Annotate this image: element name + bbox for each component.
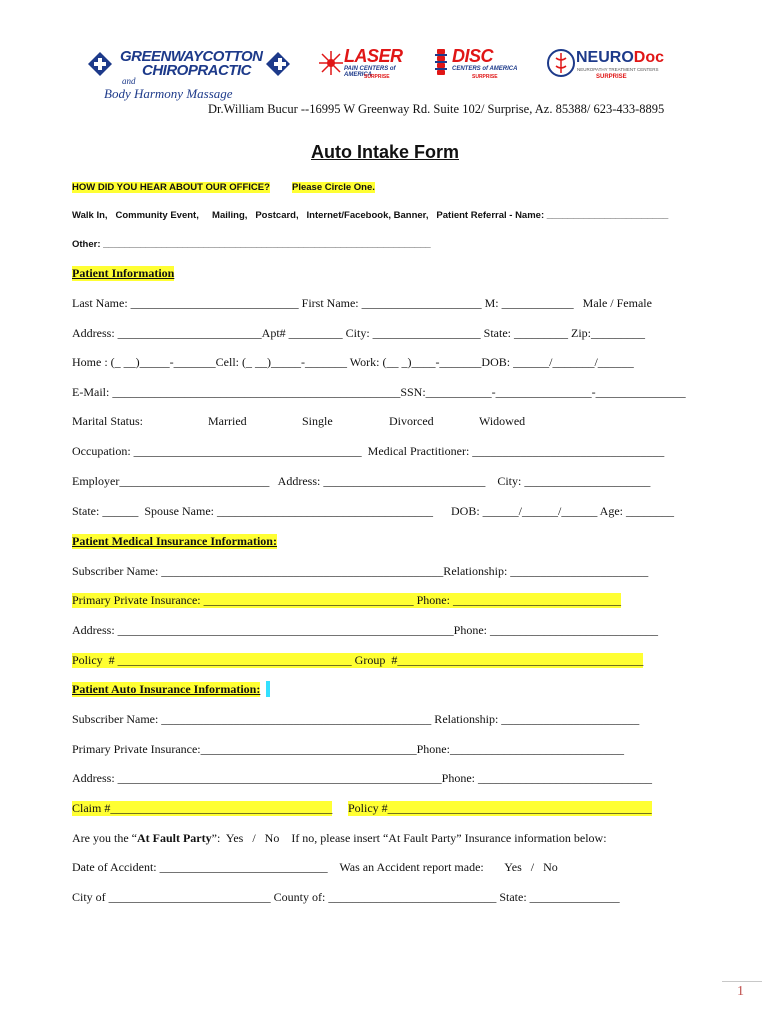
- greenway-logo: [86, 46, 298, 108]
- greenway-name-line2: CHIROPRACTIC: [142, 62, 251, 79]
- marital-status-label: Marital Status:: [72, 414, 143, 428]
- med-policy-group-row[interactable]: Policy # _______________________________________ Group #_________________________________________: [72, 653, 644, 667]
- disc-logo: [434, 46, 524, 86]
- footer-rule: [722, 981, 762, 982]
- greenway-script: Body Harmony Massage: [104, 86, 233, 101]
- text-cursor: [266, 681, 270, 697]
- greenway-name-line1: GREENWAYCOTTON: [120, 48, 263, 65]
- hear-about-other-field[interactable]: Other: ______________________________________________________________: [72, 239, 431, 250]
- neurodoc-name: [576, 49, 664, 67]
- med-subscriber-row[interactable]: Subscriber Name: _______________________________________________Relationship: _______________________: [72, 564, 649, 578]
- at-fault-question[interactable]: Are you the “At Fault Party”: Yes / No If no, please insert “At Fault Party” Insurance information below:: [72, 831, 607, 845]
- auto-primary-insurance-row[interactable]: Primary Private Insurance:____________________________________Phone:_____________________________: [72, 742, 624, 756]
- form-title: Auto Intake Form: [310, 142, 459, 162]
- hear-about-question: HOW DID YOU HEAR ABOUT OUR OFFICE?: [72, 182, 270, 193]
- at-fault-party-bold: At Fault Party: [136, 831, 212, 845]
- laser-burst-icon: [318, 50, 344, 76]
- hear-about-instruction: Please Circle One.: [292, 182, 375, 193]
- disc-location: SURPRISE: [472, 74, 498, 80]
- neuro-circle-icon: [546, 48, 576, 78]
- accident-location-row[interactable]: City of ___________________________ County of: ____________________________ State: _______________: [72, 890, 620, 904]
- laser-logo: [318, 46, 418, 86]
- phone-dob-row[interactable]: Home : (_ __)_____-_______Cell: (_ __)_____-_______ Work: (__ _)____-_______DOB: ______/_______/______: [72, 355, 634, 369]
- auto-insurance-heading: Patient Auto Insurance Information:: [72, 682, 261, 696]
- name-row[interactable]: Last Name: ____________________________ First Name: ____________________ M: ____________ Male / Female: [72, 296, 652, 310]
- address-row[interactable]: Address: ________________________Apt# _________ City: __________________ State: _________ Zip:_________: [72, 326, 645, 340]
- laser-name: LASER: [344, 46, 403, 66]
- med-primary-insurance-row[interactable]: Primary Private Insurance: ___________________________________ Phone: ____________________________: [72, 593, 621, 607]
- email-ssn-row[interactable]: E-Mail: ________________________________________________SSN:___________-________________-_______________: [72, 385, 686, 399]
- disc-tagline: CENTERS of AMERICA: [452, 66, 518, 72]
- disc-name: DISC: [452, 46, 494, 66]
- patient-info-heading: Patient Information: [72, 266, 175, 280]
- neurodoc-name-a: NEURO: [576, 49, 634, 66]
- occupation-row[interactable]: Occupation: ______________________________________ Medical Practitioner: ________________________________: [72, 444, 665, 458]
- marital-option-married[interactable]: Married: [208, 414, 247, 428]
- laser-location: SURPRISE: [364, 74, 390, 80]
- doctor-address-line: Dr.William Bucur --16995 W Greenway Rd. Suite 102/ Surprise, Az. 85388/ 623-433-8895: [208, 102, 665, 116]
- neurodoc-tagline: NEUROPATHY TREATMENT CENTERS: [577, 67, 659, 72]
- hear-about-options[interactable]: Walk In, Community Event, Mailing, Postcard, Internet/Facebook, Banner, Patient Referral - Name: _______________________: [72, 210, 669, 221]
- marital-option-widowed[interactable]: Widowed: [479, 414, 526, 428]
- marital-option-divorced[interactable]: Divorced: [389, 414, 434, 428]
- state-spouse-row[interactable]: State: ______ Spouse Name: ____________________________________ DOB: ______/______/______ Age: ________: [72, 504, 674, 518]
- marital-option-single[interactable]: Single: [302, 414, 333, 428]
- accident-row[interactable]: Date of Accident: ____________________________ Was an Accident report made: Yes / No: [72, 860, 558, 874]
- med-address-row[interactable]: Address: ________________________________________________________Phone: ____________________________: [72, 623, 658, 637]
- spine-icon: [434, 48, 448, 80]
- neurodoc-name-b: Doc: [633, 49, 665, 66]
- medical-insurance-heading: Patient Medical Insurance Information:: [72, 534, 277, 548]
- laser-tagline: PAIN CENTERS of AMERICA: [344, 66, 396, 78]
- greenway-and: and: [122, 76, 136, 86]
- auto-subscriber-row[interactable]: Subscriber Name: _____________________________________________ Relationship: _______________________: [72, 712, 640, 726]
- page-number: 1: [737, 984, 744, 999]
- claim-number-field[interactable]: Claim #_____________________________________: [72, 801, 333, 815]
- neurodoc-location: SURPRISE: [596, 74, 627, 80]
- policy-number-field[interactable]: Policy #____________________________________________: [348, 801, 652, 815]
- employer-row[interactable]: Employer_________________________ Address: ___________________________ City: _____________________: [72, 474, 651, 488]
- neurodoc-logo: [546, 46, 666, 86]
- auto-address-row[interactable]: Address: ______________________________________________________Phone: _____________________________: [72, 771, 652, 785]
